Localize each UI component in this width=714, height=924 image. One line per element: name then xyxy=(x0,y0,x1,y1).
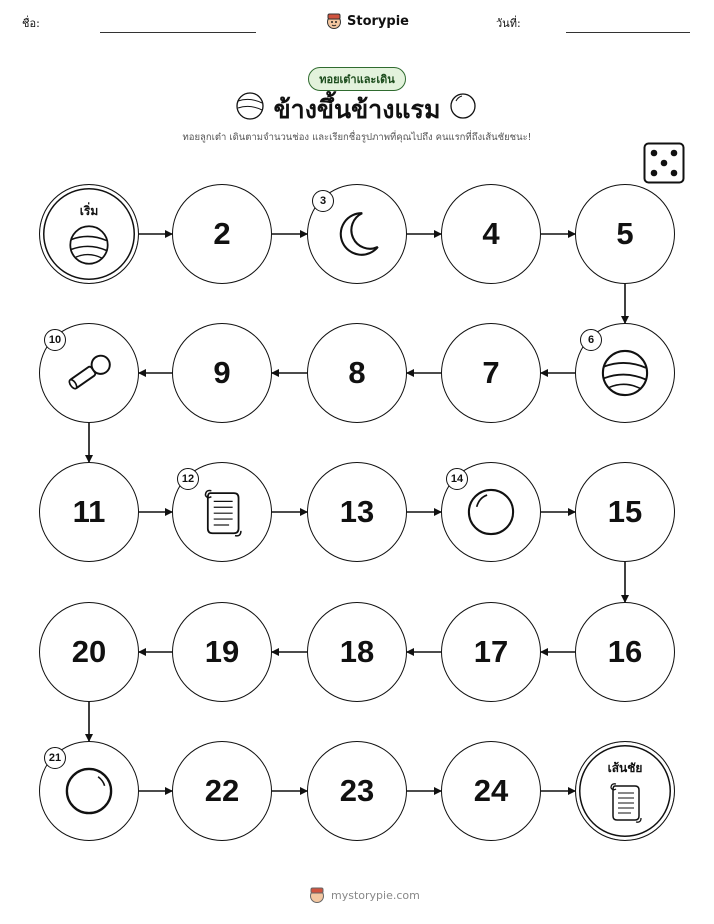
space-number: 16 xyxy=(607,634,643,669)
board-space-17[interactable] xyxy=(441,602,541,702)
board-space-9[interactable] xyxy=(172,323,272,423)
page-title: ข้างขึ้นข้างแรม xyxy=(273,95,441,124)
space-number: 19 xyxy=(204,634,240,669)
space-number: 2 xyxy=(213,216,231,251)
brand-name: Storypie xyxy=(347,13,409,29)
board-space-13[interactable] xyxy=(307,462,407,562)
space-number: 15 xyxy=(607,494,643,529)
ball-icon xyxy=(599,347,651,399)
space-number: 23 xyxy=(339,773,375,808)
space-number: 9 xyxy=(213,355,231,390)
space-number: 24 xyxy=(473,773,509,808)
space-number-badge: 21 xyxy=(44,747,66,769)
space-caption: เริ่ม xyxy=(79,203,99,218)
footer-mascot-icon xyxy=(308,886,326,904)
board-space-19[interactable] xyxy=(172,602,272,702)
scroll-icon xyxy=(603,780,647,824)
space-number-badge: 14 xyxy=(446,468,468,490)
board-space-22[interactable] xyxy=(172,741,272,841)
board-space-4[interactable] xyxy=(441,184,541,284)
space-number: 20 xyxy=(71,634,107,669)
board-space-7[interactable] xyxy=(441,323,541,423)
instructions: ทอยลูกเต๋า เดินตามจำนวนช่อง และเรียกชื่อรูปภาพที่คุณไปถึง คนแรกที่ถึงเส้นชัยชนะ! xyxy=(182,132,532,143)
space-number: 8 xyxy=(348,355,366,390)
space-number: 11 xyxy=(72,494,106,529)
bubble-icon xyxy=(465,486,517,538)
space-number: 5 xyxy=(616,216,634,251)
board-space-16[interactable] xyxy=(575,602,675,702)
footer xyxy=(308,886,420,904)
board-space-11[interactable] xyxy=(39,462,139,562)
space-number: 18 xyxy=(339,634,375,669)
board-space-15[interactable] xyxy=(575,462,675,562)
space-number: 17 xyxy=(473,634,509,669)
board-space-20[interactable] xyxy=(39,602,139,702)
space-number: 7 xyxy=(482,355,500,390)
board-space-8[interactable] xyxy=(307,323,407,423)
scroll-icon xyxy=(196,486,248,538)
space-number: 13 xyxy=(339,494,375,529)
ring-icon xyxy=(63,765,115,817)
wand-icon xyxy=(63,347,115,399)
space-number: 22 xyxy=(204,773,240,808)
ball-icon xyxy=(67,223,111,267)
space-number-badge: 3 xyxy=(312,190,334,212)
board-space-25[interactable] xyxy=(575,741,675,841)
board-space-5[interactable] xyxy=(575,184,675,284)
space-number: 4 xyxy=(482,216,500,251)
date-label: วันที่: xyxy=(496,17,521,30)
board-space-2[interactable] xyxy=(172,184,272,284)
board-space-1[interactable] xyxy=(39,184,139,284)
board-space-23[interactable] xyxy=(307,741,407,841)
board-space-18[interactable] xyxy=(307,602,407,702)
footer-url[interactable]: mystorypie.com xyxy=(331,888,420,902)
game-type-badge: ทอยเต๋าและเดิน xyxy=(308,67,406,91)
name-label: ชื่อ: xyxy=(22,17,40,30)
space-number-badge: 12 xyxy=(177,468,199,490)
space-number-badge: 6 xyxy=(580,329,602,351)
space-number-badge: 10 xyxy=(44,329,66,351)
space-caption: เส้นชัย xyxy=(607,760,643,775)
crescent-moon-icon xyxy=(331,208,383,260)
board-space-24[interactable] xyxy=(441,741,541,841)
